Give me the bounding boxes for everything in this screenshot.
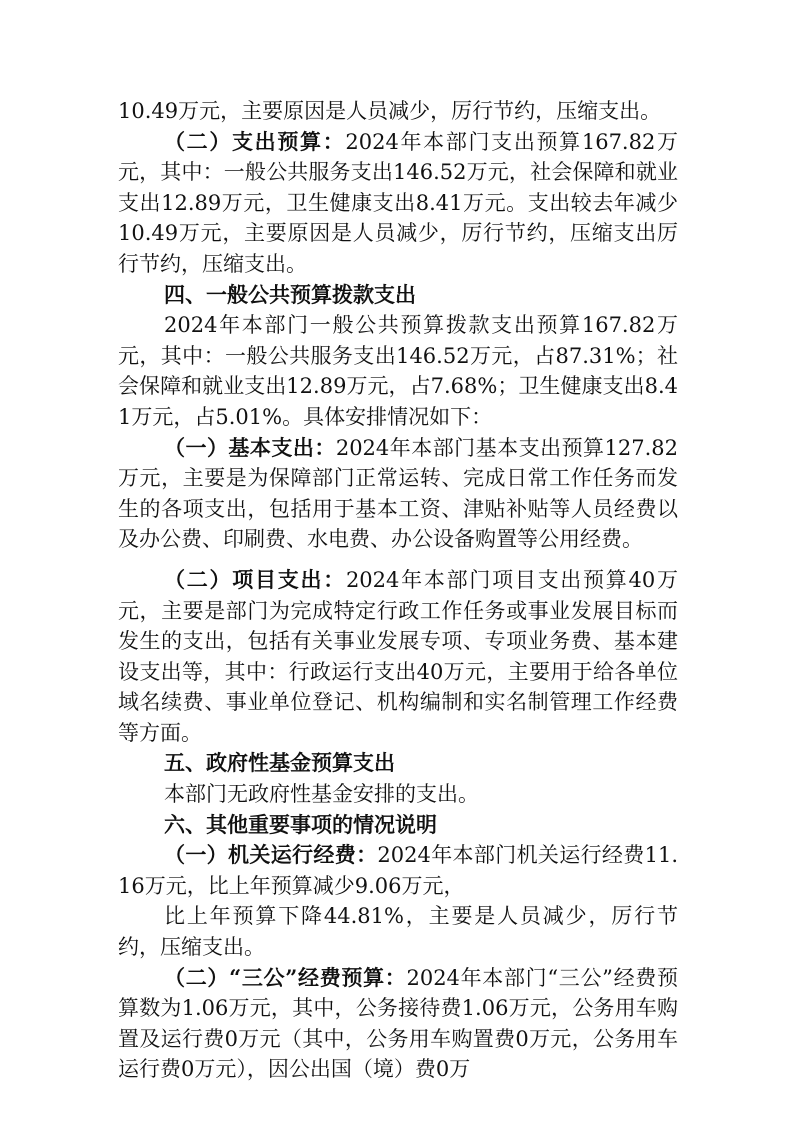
heading-text: 六、其他重要事项的情况说明 — [164, 811, 437, 837]
body-text: 2024年本部门项目支出预算40万元，主要是部门为完成特定行政工作任务或事业发展目标而发生的支出，包括有关事业发展专项、专项业务费、基本建设支出等，其中：行政运行支出40万元，主要用于给各单位域名续费、事业单位登记、机构编制和实名制管理工作经费等方面。 — [118, 567, 678, 745]
document-body — [118, 96, 678, 1085]
body-text: 比上年预算下降44.81%，主要是人员减少，厉行节约，压缩支出。 — [118, 904, 678, 960]
body-text: 10.49万元，主要原因是人员减少，厉行节约，压缩支出。 — [118, 99, 662, 123]
paragraph-10 — [118, 840, 678, 901]
heading-text: （二）支出预算： — [164, 128, 346, 154]
paragraph-gap — [118, 555, 678, 565]
paragraph-7 — [118, 748, 678, 779]
paragraph-4 — [118, 433, 678, 555]
heading-text: （二）项目支出： — [164, 566, 346, 592]
body-text: 2024年本部门机关运行经费11.16万元，比上年预算减少9.06万元， — [118, 843, 679, 898]
body-text: 2024年本部门支出预算167.82万元，其中：一般公共服务支出146.52万元，社会保障和就业支出12.89万元，卫生健康支出8.41万元。支出较去年减少10.49万元，主要原因是人员减少，厉行节约，压缩支出厉行节约，压缩支出。 — [118, 129, 678, 276]
paragraph-2 — [118, 280, 678, 311]
heading-text: 五、政府性基金预算支出 — [164, 750, 395, 776]
paragraph-0 — [118, 96, 678, 127]
paragraph-6 — [118, 565, 678, 749]
paragraph-8 — [118, 779, 678, 810]
body-text: 2024年本部门“三公”经费预算数为1.06万元，其中，公务接待费1.06万元，公务用车购置及运行费0万元（其中，公务用车购置费0万元，公务用车运行费0万元），因公出国（境）费0万 — [118, 965, 678, 1082]
heading-text: （二）“三公”经费预算： — [164, 964, 407, 990]
heading-text: （一）机关运行经费： — [164, 842, 378, 868]
heading-text: （一）基本支出： — [164, 434, 336, 460]
paragraph-1 — [118, 127, 678, 280]
paragraph-9 — [118, 810, 678, 841]
body-text: 2024年本部门一般公共预算拨款支出预算167.82万元，其中：一般公共服务支出146.52万元，占87.31%；社会保障和就业支出12.89万元，占7.68%；卫生健康支出8.41万元，占5.01%。具体安排情况如下： — [118, 313, 678, 429]
heading-text: 四、一般公共预算拨款支出 — [164, 281, 416, 307]
body-text: 本部门无政府性基金安排的支出。 — [164, 782, 479, 807]
body-text: 2024年本部门基本支出预算127.82万元，主要是为保障部门正常运转、完成日常工作任务而发生的各项支出，包括用于基本工资、津贴补贴等人员经费以及办公费、印刷费、水电费、办公设备购置等公用经费。 — [118, 435, 678, 552]
paragraph-12 — [118, 963, 678, 1085]
paragraph-3 — [118, 310, 678, 432]
paragraph-11 — [118, 901, 678, 962]
